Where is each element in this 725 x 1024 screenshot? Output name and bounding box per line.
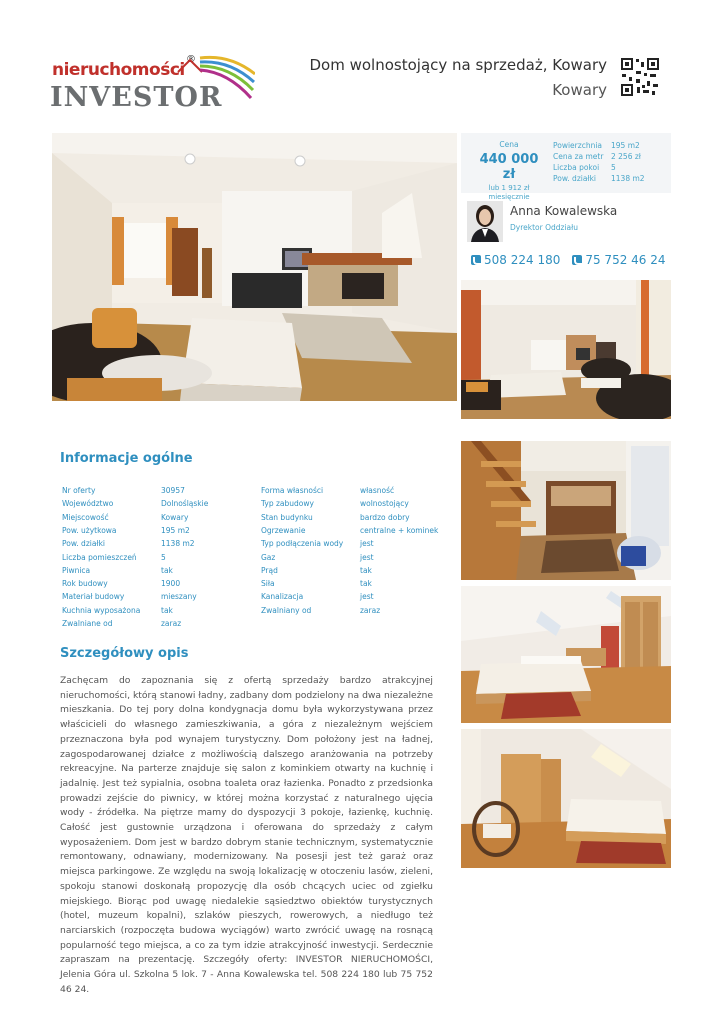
price-column <box>475 140 543 202</box>
info-label: Liczba pomieszczeń <box>62 552 137 562</box>
description-text: Zachęcam do zapoznania się z ofertą sprzedaży bardzo atrakcyjnej nieruchomości, którą stanowi ładny, zadbany dom podzielony na dwa niezależne mieszkania. Do tej pory dolna kondygnacja domu była wykorzystywana przez właścicieli do własnego zamieszkiwania, a góra z niezależnym wejściem przeznaczona była pod wynajem turystyczny. Dom położony jest na ładnej, zagospodarowanej działce z możliwością dalszego aranżowania na potrzeby rekreacyjne. Na parterze znajduje się salon z kominkiem otwarty na kuchnię i jadalnię. Jest też sypialnia, osobna toaleta oraz łazienka. Ponadto z przedsionka prowadzi zejście do piwnicy, w której można korzystać z naturalnego ujęcia wody - źródełka. Na piętrze mamy do dyspozycji 3 pokoje, łazienkę, kuchnię. Całość jest gustownie urządzona i oferowana do sprzedaży z całym wyposażeniem. Dom jest w bardzo dobrym stanie technicznym, systematycznie remontowany, odnawiany, modernizowany. Na posesji jest też garaż oraz miejsca parkingowe. Ze względu na swoją lokalizację w otoczeniu lasów, zieleni, spokoju stanowi doskonałą propozycję dla osób chcących uciec od zgiełku miejskiego. Biorąc pod uwagę niedalekie sąsiedztwo obiektów turystycznych (hotel, muzeum kopalni), szlaków pieszych, rowerowych, a niedługo też narciarskich (rozpoczęta budowa wyciągów) warto zwrócić uwagę na rosnącą popularność tego miejsca, a co za tym idzie atrakcyjność inwestycji. Serdecznie zapraszam na prezentację. Szczegóły oferty: INVESTOR NIERUCHOMOŚCI, Jelenia Góra ul. Szkolna 5 lok. 7 - Anna Kowalewska tel. 508 224 180 lub 75 752 46 24. <box>60 675 433 995</box>
info-label: Siła <box>261 579 275 589</box>
logo-text-bottom: INVESTOR <box>50 82 223 113</box>
info-value: jest <box>360 552 374 562</box>
info-value: jest <box>360 592 374 602</box>
qr-code-icon <box>620 57 660 97</box>
section-description-title: Szczegółowy opis <box>60 646 189 661</box>
phone-primary[interactable] <box>471 253 560 267</box>
info-value: tak <box>360 579 372 589</box>
info-label: Gaz <box>261 552 276 562</box>
info-label: Pow. użytkowa <box>62 525 117 535</box>
info-label: Pow. działki <box>62 539 105 549</box>
info-label: Zwalniane od <box>62 619 113 628</box>
info-value: 195 m2 <box>161 525 190 535</box>
key-parameters <box>553 140 645 184</box>
phone-number: 508 224 180 <box>484 253 561 267</box>
photo-living-room-2[interactable] <box>461 280 671 419</box>
info-label: Zwalniany od <box>261 605 312 615</box>
param-row <box>553 173 645 184</box>
agent-role: Dyrektor Oddziału <box>510 223 579 232</box>
info-value: zaraz <box>161 619 182 628</box>
info-label: Typ zabudowy <box>261 499 314 509</box>
photo-bedroom-1[interactable] <box>461 586 671 723</box>
price-value: 440 000 zł <box>479 152 539 182</box>
info-value: własność <box>360 486 395 495</box>
section-general-info-title: Informacje ogólne <box>60 451 193 466</box>
info-value: mieszany <box>161 592 197 602</box>
main-photo-living-room[interactable] <box>52 133 457 401</box>
info-value: 1900 <box>161 579 181 589</box>
info-value: 5 <box>161 552 166 562</box>
info-label: Kanalizacja <box>261 592 304 602</box>
monthly-price <box>475 184 543 202</box>
info-value: Kowary <box>161 512 189 522</box>
param-row <box>553 151 645 162</box>
photo-staircase-room[interactable] <box>461 441 671 580</box>
info-label: Nr oferty <box>62 486 96 495</box>
offer-location: Kowary <box>552 81 607 99</box>
info-value: zaraz <box>360 605 381 615</box>
info-label: Rok budowy <box>62 579 108 589</box>
info-value: tak <box>161 565 173 575</box>
phone-icon <box>572 255 582 265</box>
agent-phones <box>471 253 678 267</box>
price-summary <box>461 133 671 201</box>
param-value: 1138 m2 <box>611 174 645 183</box>
info-value: Dolnośląskie <box>161 499 209 509</box>
param-row <box>553 162 645 173</box>
param-value: 2 256 zł <box>611 152 641 161</box>
info-value: 1138 m2 <box>161 539 195 549</box>
info-label: Stan budynku <box>261 512 313 522</box>
param-value: 5 <box>611 163 616 172</box>
info-label: Piwnica <box>62 565 91 575</box>
info-label: Ogrzewanie <box>261 525 306 535</box>
price-label: Cena <box>499 140 519 149</box>
agent-avatar <box>467 201 503 242</box>
info-value: tak <box>161 605 173 615</box>
phone-secondary[interactable] <box>572 253 665 267</box>
param-label: Cena za metr <box>553 152 604 161</box>
phone-icon <box>471 255 481 265</box>
phone-number: 75 752 46 24 <box>585 253 666 267</box>
monthly-price-amount: lub 1 912 zł <box>488 184 530 192</box>
info-label: Forma własności <box>261 486 324 495</box>
info-value: wolnostojący <box>360 499 409 509</box>
info-label: Kuchnia wyposażona <box>62 605 141 615</box>
info-label: Województwo <box>62 499 114 509</box>
logo-registered-mark: ® <box>186 54 196 65</box>
param-label: Pow. działki <box>553 174 596 183</box>
logo-roof-icon <box>160 52 255 102</box>
info-label: Prąd <box>261 565 278 575</box>
agent-name: Anna Kowalewska <box>510 204 618 218</box>
param-value: 195 m2 <box>611 141 640 150</box>
info-value: tak <box>360 565 372 575</box>
offer-title: Dom wolnostojący na sprzedaż, Kowary <box>309 56 607 74</box>
info-value: 30957 <box>161 486 185 495</box>
info-value: jest <box>360 539 374 549</box>
photo-bedroom-2[interactable] <box>461 729 671 868</box>
monthly-price-unit: miesięcznie <box>488 193 530 201</box>
param-label: Powierzchnia <box>553 141 603 150</box>
info-label: Typ podłączenia wody <box>261 539 344 549</box>
info-label: Materiał budowy <box>62 592 125 602</box>
info-label: Miejscowość <box>62 512 109 522</box>
company-logo <box>48 52 253 114</box>
logo-text-top: nieruchomości <box>52 60 185 80</box>
param-row <box>553 140 645 151</box>
param-label: Liczba pokoi <box>553 163 600 172</box>
info-value: bardzo dobry <box>360 512 410 522</box>
info-value: centralne + kominek <box>360 525 439 535</box>
